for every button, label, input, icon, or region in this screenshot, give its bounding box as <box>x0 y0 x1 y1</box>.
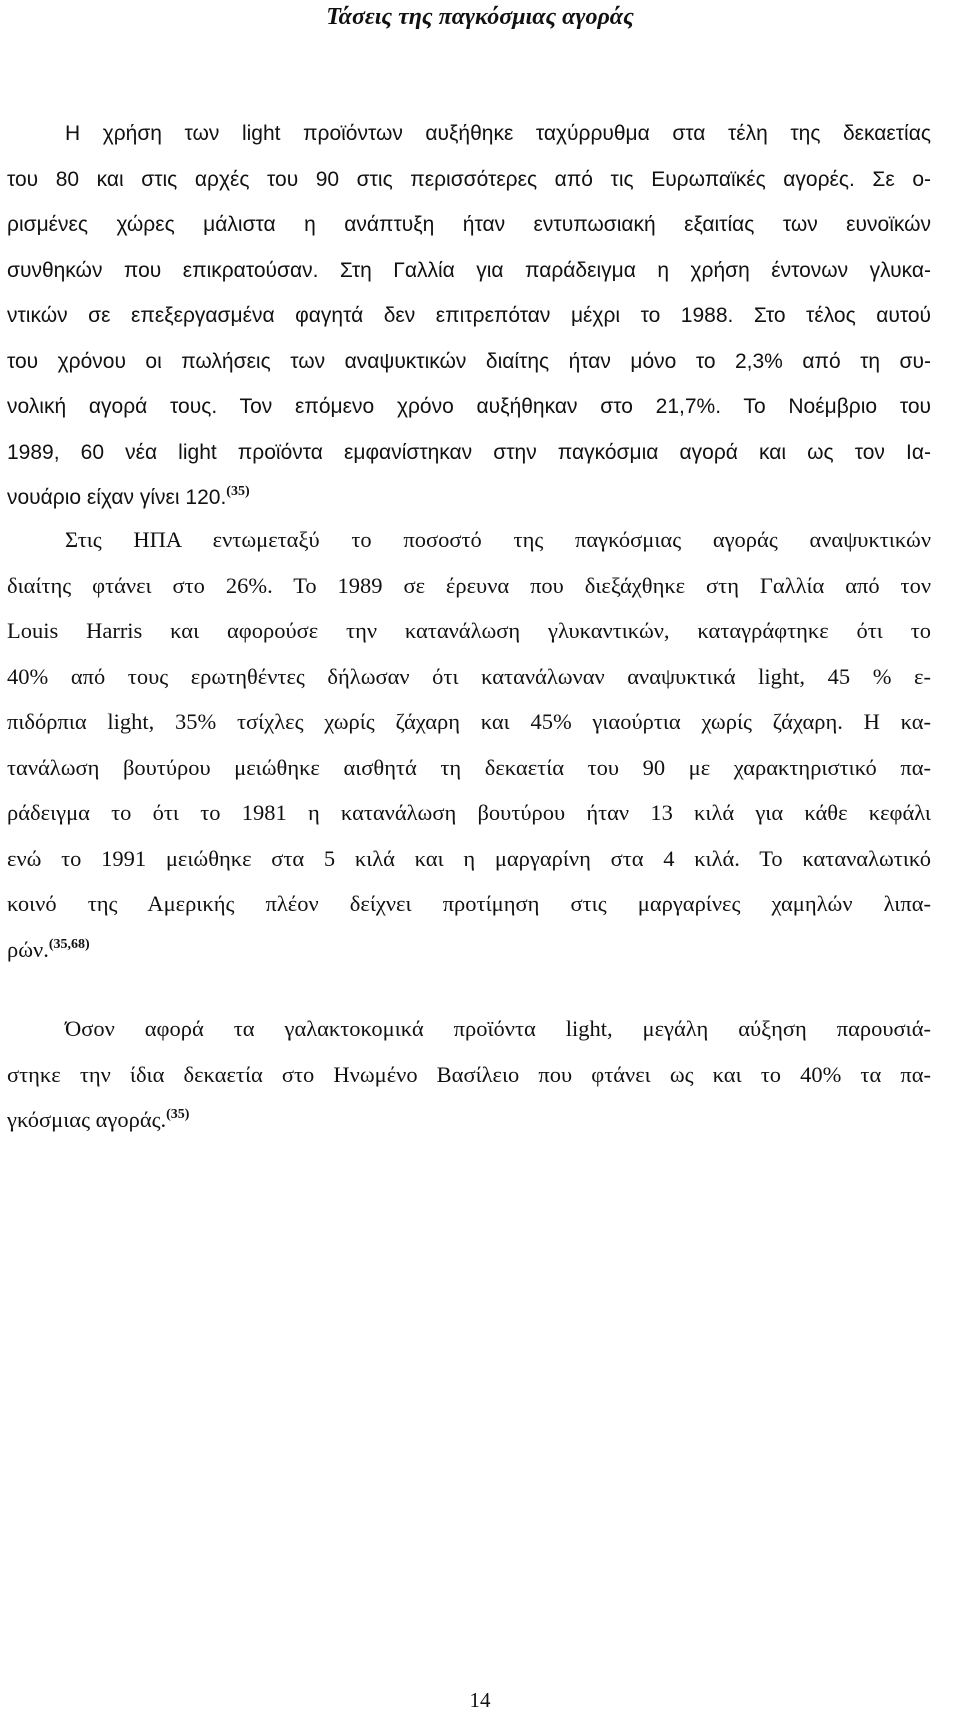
paragraph-line-last <box>7 475 931 521</box>
citation-reference: (35) <box>226 484 250 499</box>
paragraph-line: του 80 και στις αρχές του 90 στις περισσότερες από τις Ευρωπαϊκές αγορές. Σε ο- <box>7 167 931 191</box>
page-number: 14 <box>469 1688 491 1712</box>
paragraph-line: ντικών σε επεξεργασμένα φαγητά δεν επιτρεπόταν μέχρι το 1988. Στο τέλος αυτού <box>7 304 931 327</box>
paragraph-line: ρισμένες χώρες μάλιστα η ανάπτυξη ήταν εντυπωσιακή εξαιτίας των ευνοϊκών <box>7 213 931 236</box>
paragraph-line: Louis Harris και αφορούσε την κατανάλωση γλυκαντικών, καταγράφτηκε ότι το <box>7 618 931 643</box>
paragraph-line-text: ρών. <box>7 936 49 962</box>
paragraph-line: νολική αγορά τους. Τον επόμενο χρόνο αυξήθηκαν στο 21,7%. Το Νοέμβριο του <box>7 395 931 418</box>
paragraph-usa-france-consumption <box>7 517 931 972</box>
paragraph-line: τανάλωση βουτύρου μειώθηκε αισθητά τη δεκαετία του 90 με χαρακτηριστικό πα- <box>7 754 931 780</box>
paragraph-dairy-products-uk <box>7 1006 931 1143</box>
paragraph-line: διαίτης φτάνει στο 26%. Το 1989 σε έρευνα που διεξάχθηκε στη Γαλλία από τον <box>7 572 931 598</box>
paragraph-line: κοινό της Αμερικής πλέον δείχνει προτίμηση στις μαργαρίνες χαμηλών λιπα- <box>7 891 931 916</box>
paragraph-line-last <box>7 1097 931 1143</box>
paragraph-line: ενώ το 1991 μειώθηκε στα 5 κιλά και η μαργαρίνη στα 4 κιλά. Το καταναλωτικό <box>7 845 931 871</box>
paragraph-light-products-europe <box>7 111 931 521</box>
paragraph-line: του χρόνου οι πωλήσεις των αναψυκτικών διαίτης ήταν μόνο το 2,3% από τη συ- <box>7 349 931 373</box>
paragraph-line-text: νουάριο είχαν γίνει 120. <box>7 486 227 509</box>
citation-reference: (35) <box>166 1107 190 1122</box>
paragraph-line: 1989, 60 νέα light προϊόντα εμφανίστηκαν στην παγκόσμια αγορά και ως τον Ια- <box>7 440 931 464</box>
section-heading: Τάσεις της παγκόσμιας αγοράς <box>326 4 634 30</box>
paragraph-line: 40% από τους ερωτηθέντες δήλωσαν ότι κατανάλωναν αναψυκτικά light, 45 % ε- <box>7 663 931 689</box>
paragraph-line: Όσον αφορά τα γαλακτοκομικά προϊόντα light, μεγάλη αύξηση παρουσιά- <box>65 1016 931 1041</box>
paragraph-line-last <box>7 927 931 973</box>
paragraph-line: Στις ΗΠΑ εντωμεταξύ το ποσοστό της παγκόσμιας αγοράς αναψυκτικών <box>65 527 931 552</box>
citation-reference: (35,68) <box>48 936 90 952</box>
paragraph-line: πιδόρπια light, 35% τσίχλες χωρίς ζάχαρη και 45% γιαούρτια χωρίς ζάχαρη. Η κα- <box>7 709 931 734</box>
paragraph-line: Η χρήση των light προϊόντων αυξήθηκε ταχύρρυθμα στα τέλη της δεκαετίας <box>65 122 931 145</box>
paragraph-line: ράδειγμα το ότι το 1981 η κατανάλωση βουτύρου ήταν 13 κιλά για κάθε κεφάλι <box>7 800 931 825</box>
paragraph-line: στηκε την ίδια δεκαετία στο Ηνωμένο Βασίλειο που φτάνει ως και το 40% τα πα- <box>7 1061 931 1087</box>
paragraph-line: συνθηκών που επικρατούσαν. Στη Γαλλία για παράδειγμα η χρήση έντονων γλυκα- <box>7 258 931 282</box>
paragraph-line-text: γκόσμιας αγοράς. <box>7 1107 167 1132</box>
